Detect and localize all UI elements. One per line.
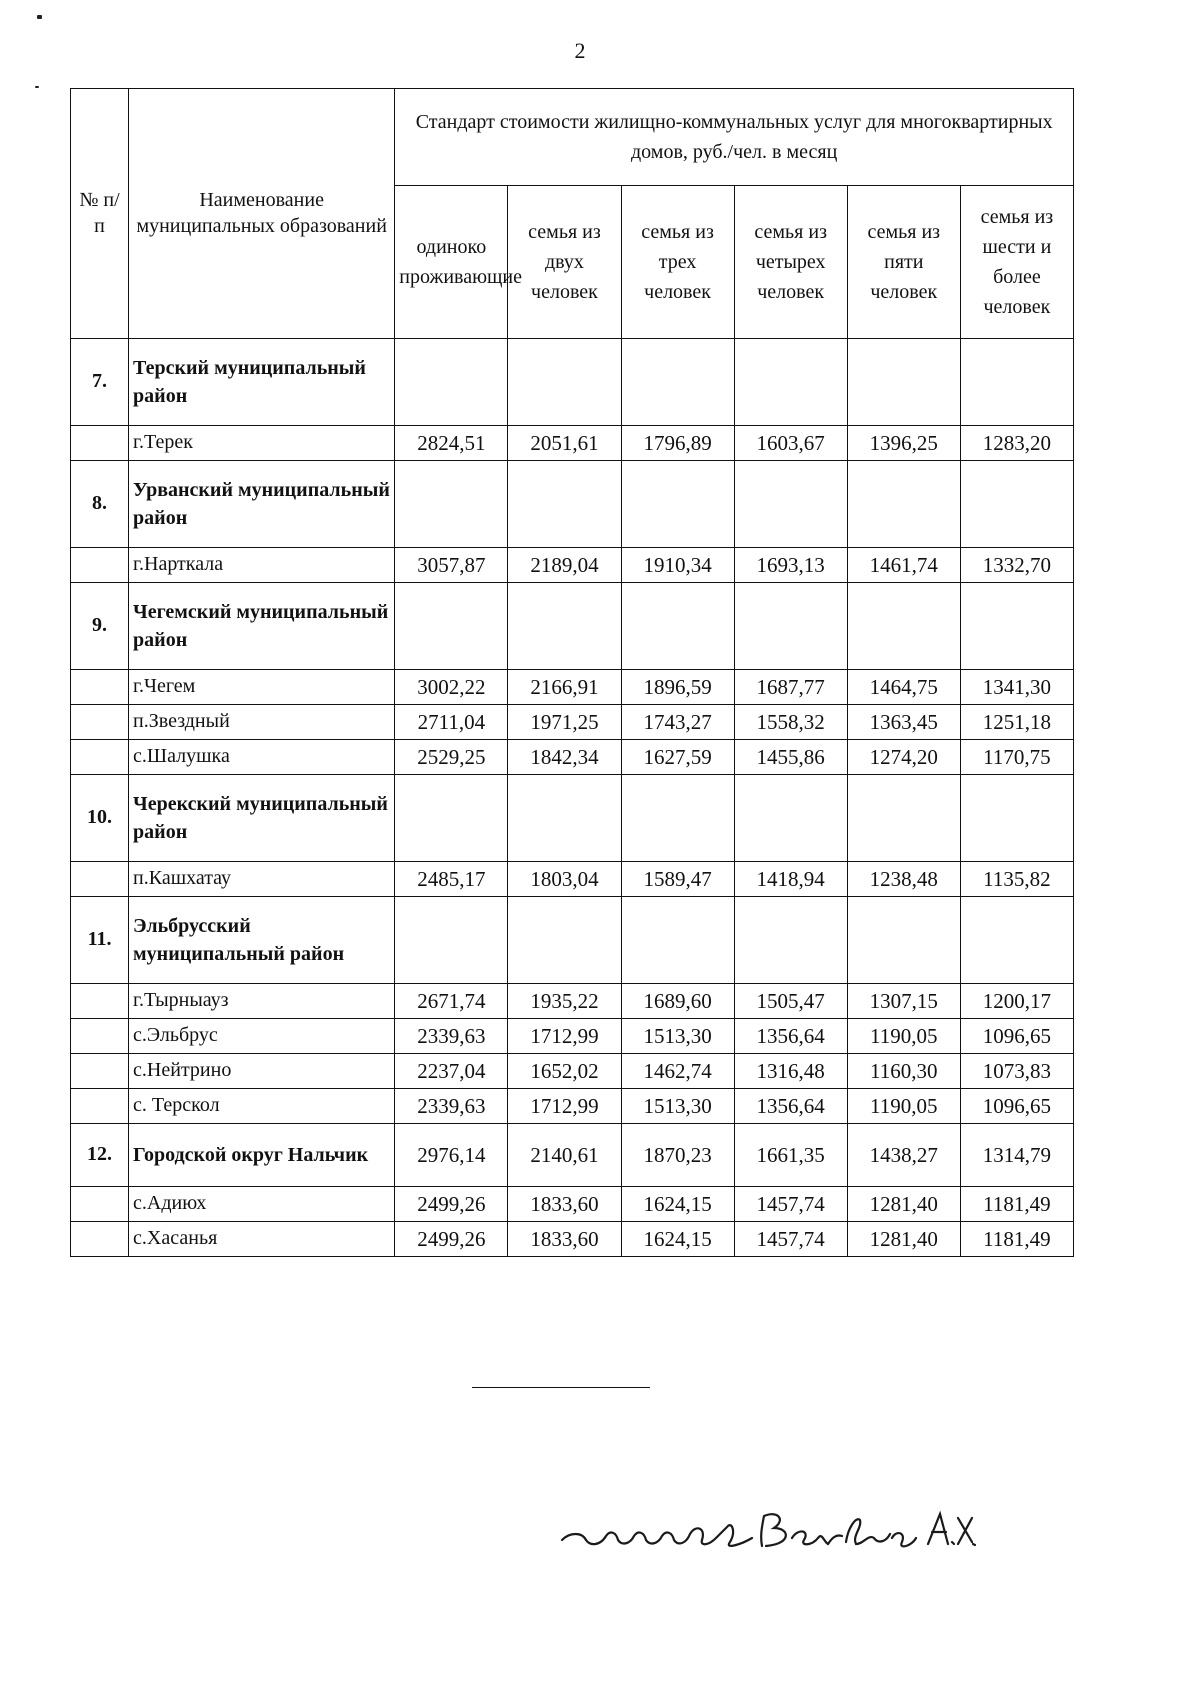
empty-cell [508,339,621,426]
value-cell: 1910,34 [621,548,734,583]
empty-cell [395,775,508,862]
empty-cell [960,461,1073,548]
page-number: 2 [574,38,586,63]
locality-row [71,1054,1074,1089]
value-cell: 1513,30 [621,1089,734,1124]
district-name: Черекский муниципальный район [129,775,395,862]
header-col-three: семья из трех человек [621,186,734,339]
empty-cell [734,339,847,426]
value-cell: 1842,34 [508,740,621,775]
district-name: Эльбрусский муниципальный район [129,897,395,984]
value-cell: 2499,26 [395,1187,508,1222]
locality-number-empty [71,548,129,583]
locality-row [71,1187,1074,1222]
value-cell: 1689,60 [621,984,734,1019]
header-col-five: семья из пяти человек [847,186,960,339]
value-cell: 1462,74 [621,1054,734,1089]
value-cell: 1356,64 [734,1089,847,1124]
value-cell: 1558,32 [734,705,847,740]
value-cell: 1170,75 [960,740,1073,775]
value-cell: 1096,65 [960,1089,1073,1124]
empty-cell [847,339,960,426]
value-cell: 1461,74 [847,548,960,583]
value-cell: 1281,40 [847,1222,960,1257]
value-cell: 2671,74 [395,984,508,1019]
value-cell: 1281,40 [847,1187,960,1222]
end-rule [472,1387,650,1388]
locality-row [71,670,1074,705]
value-cell: 2166,91 [508,670,621,705]
value-cell: 1455,86 [734,740,847,775]
locality-row [71,548,1074,583]
locality-number-empty [71,984,129,1019]
header-number: № п/п [71,89,129,339]
district-name: Чегемский муниципальный район [129,583,395,670]
locality-number-empty [71,1089,129,1124]
empty-cell [734,897,847,984]
value-cell: 2824,51 [395,426,508,461]
district-number: 7. [71,339,129,426]
empty-cell [960,339,1073,426]
value-cell: 1396,25 [847,426,960,461]
locality-number-empty [71,1019,129,1054]
value-cell: 1661,35 [734,1124,847,1187]
value-cell: 1464,75 [847,670,960,705]
empty-cell [847,775,960,862]
locality-row [71,1222,1074,1257]
tariff-table [70,88,1074,1257]
locality-number-empty [71,1187,129,1222]
empty-cell [621,583,734,670]
header-col-two: семья из двух человек [508,186,621,339]
value-cell: 1251,18 [960,705,1073,740]
handwritten-signature [556,1498,976,1554]
value-cell: 1693,13 [734,548,847,583]
value-cell: 1238,48 [847,862,960,897]
value-cell: 2485,17 [395,862,508,897]
table-body [71,339,1074,1257]
value-cell: 1712,99 [508,1019,621,1054]
value-cell: 1190,05 [847,1019,960,1054]
locality-number-empty [71,705,129,740]
empty-cell [508,461,621,548]
empty-cell [508,775,621,862]
district-row [71,1124,1074,1187]
value-cell: 1513,30 [621,1019,734,1054]
value-cell: 1181,49 [960,1222,1073,1257]
header-col-four: семья из четырех человек [734,186,847,339]
locality-name: п.Кашхатау [129,862,395,897]
empty-cell [960,583,1073,670]
district-row [71,461,1074,548]
value-cell: 2189,04 [508,548,621,583]
value-cell: 1833,60 [508,1222,621,1257]
empty-cell [508,583,621,670]
locality-name: г.Чегем [129,670,395,705]
locality-row [71,984,1074,1019]
empty-cell [734,583,847,670]
value-cell: 1833,60 [508,1187,621,1222]
header-standard: Стандарт стоимости жилищно-коммунальных услуг для многоквартирных домов, руб./чел. в месяц [395,89,1074,186]
value-cell: 3057,87 [395,548,508,583]
district-number: 9. [71,583,129,670]
district-row [71,583,1074,670]
locality-number-empty [71,1054,129,1089]
value-cell: 2976,14 [395,1124,508,1187]
value-cell: 3002,22 [395,670,508,705]
empty-cell [395,339,508,426]
value-cell: 1712,99 [508,1089,621,1124]
locality-name: с.Хасанья [129,1222,395,1257]
district-name: Урванский муниципальный район [129,461,395,548]
value-cell: 1314,79 [960,1124,1073,1187]
empty-cell [734,775,847,862]
locality-row [71,740,1074,775]
locality-name: с.Адиюх [129,1187,395,1222]
locality-row [71,426,1074,461]
locality-number-empty [71,670,129,705]
locality-number-empty [71,740,129,775]
value-cell: 1096,65 [960,1019,1073,1054]
empty-cell [621,339,734,426]
value-cell: 1457,74 [734,1187,847,1222]
value-cell: 2140,61 [508,1124,621,1187]
empty-cell [395,461,508,548]
scan-speck-2 [35,86,39,88]
scan-speck-1 [37,15,42,19]
value-cell: 1135,82 [960,862,1073,897]
empty-cell [847,583,960,670]
value-cell: 1274,20 [847,740,960,775]
value-cell: 1363,45 [847,705,960,740]
value-cell: 1316,48 [734,1054,847,1089]
value-cell: 1160,30 [847,1054,960,1089]
district-name: Городской округ Нальчик [129,1124,395,1187]
header-col-single: одиноко проживающие [395,186,508,339]
empty-cell [395,583,508,670]
value-cell: 1589,47 [621,862,734,897]
value-cell: 2711,04 [395,705,508,740]
value-cell: 1796,89 [621,426,734,461]
locality-row [71,705,1074,740]
locality-name: с. Терскол [129,1089,395,1124]
district-row [71,897,1074,984]
locality-number-empty [71,426,129,461]
value-cell: 2237,04 [395,1054,508,1089]
locality-name: с.Эльбрус [129,1019,395,1054]
locality-row [71,1089,1074,1124]
value-cell: 1627,59 [621,740,734,775]
locality-name: г.Тырныауз [129,984,395,1019]
value-cell: 1418,94 [734,862,847,897]
district-row [71,339,1074,426]
locality-name: с.Нейтрино [129,1054,395,1089]
district-number: 11. [71,897,129,984]
locality-name: п.Звездный [129,705,395,740]
header-name: Наименование муниципальных образований [129,89,395,339]
value-cell: 1457,74 [734,1222,847,1257]
value-cell: 1603,67 [734,426,847,461]
value-cell: 2529,25 [395,740,508,775]
locality-row [71,862,1074,897]
empty-cell [960,897,1073,984]
value-cell: 2339,63 [395,1019,508,1054]
value-cell: 1438,27 [847,1124,960,1187]
empty-cell [621,461,734,548]
value-cell: 1624,15 [621,1222,734,1257]
value-cell: 1505,47 [734,984,847,1019]
value-cell: 1971,25 [508,705,621,740]
value-cell: 1870,23 [621,1124,734,1187]
empty-cell [621,775,734,862]
tariff-table-container [70,88,1074,1257]
value-cell: 1283,20 [960,426,1073,461]
value-cell: 1935,22 [508,984,621,1019]
value-cell: 1803,04 [508,862,621,897]
locality-number-empty [71,862,129,897]
value-cell: 2051,61 [508,426,621,461]
empty-cell [847,461,960,548]
value-cell: 1341,30 [960,670,1073,705]
value-cell: 1356,64 [734,1019,847,1054]
locality-row [71,1019,1074,1054]
value-cell: 1687,77 [734,670,847,705]
locality-name: г.Нарткала [129,548,395,583]
locality-number-empty [71,1222,129,1257]
empty-cell [621,897,734,984]
district-number: 10. [71,775,129,862]
district-number: 12. [71,1124,129,1187]
value-cell: 2499,26 [395,1222,508,1257]
empty-cell [395,897,508,984]
value-cell: 2339,63 [395,1089,508,1124]
empty-cell [508,897,621,984]
value-cell: 1332,70 [960,548,1073,583]
district-name: Терский муниципальный район [129,339,395,426]
empty-cell [960,775,1073,862]
value-cell: 1307,15 [847,984,960,1019]
value-cell: 1200,17 [960,984,1073,1019]
value-cell: 1073,83 [960,1054,1073,1089]
locality-name: с.Шалушка [129,740,395,775]
value-cell: 1652,02 [508,1054,621,1089]
locality-name: г.Терек [129,426,395,461]
district-row [71,775,1074,862]
value-cell: 1743,27 [621,705,734,740]
value-cell: 1624,15 [621,1187,734,1222]
value-cell: 1896,59 [621,670,734,705]
header-col-six-plus: семья из шести и более человек [960,186,1073,339]
district-number: 8. [71,461,129,548]
empty-cell [847,897,960,984]
empty-cell [734,461,847,548]
value-cell: 1190,05 [847,1089,960,1124]
value-cell: 1181,49 [960,1187,1073,1222]
